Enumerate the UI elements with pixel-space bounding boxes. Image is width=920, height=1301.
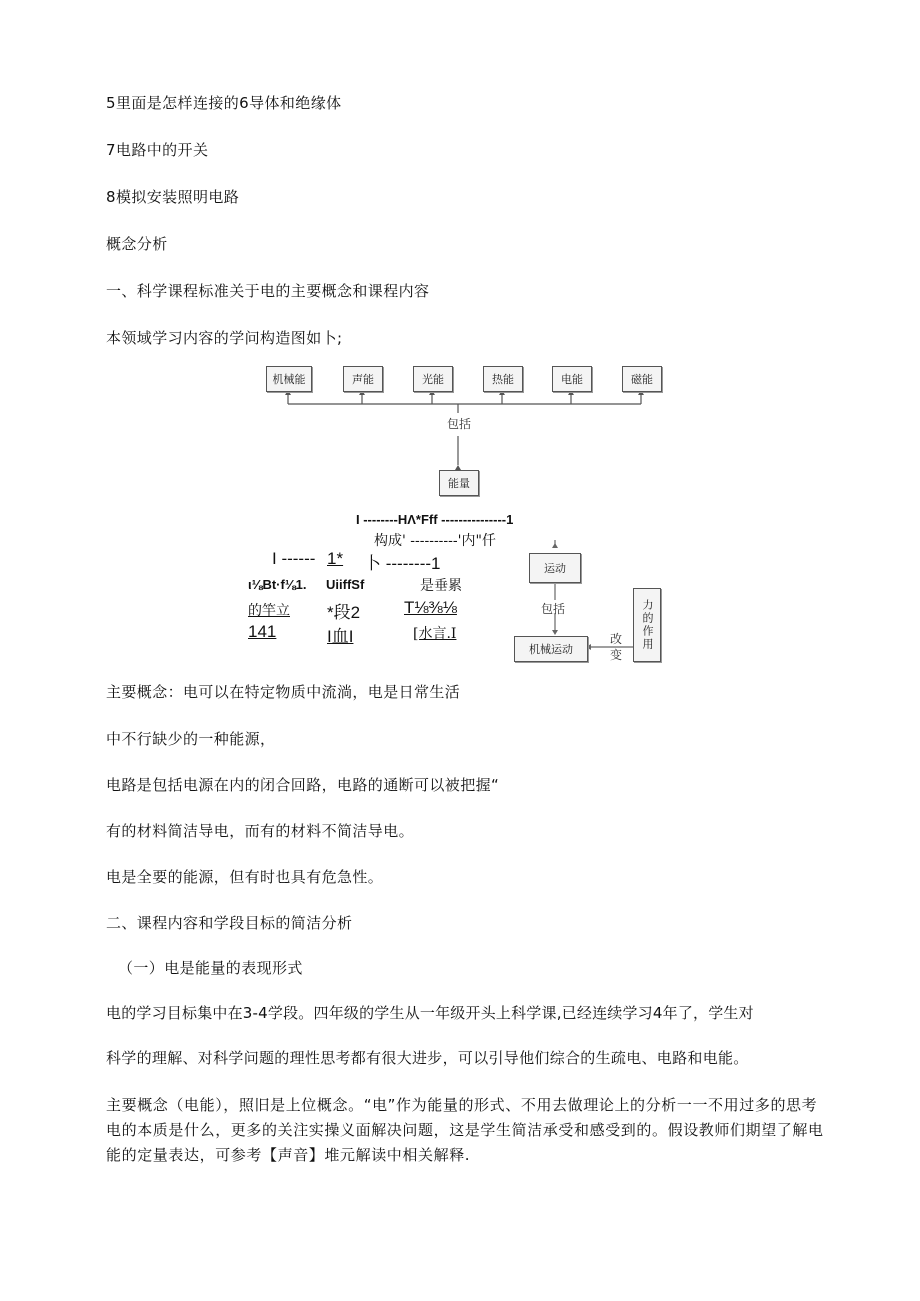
mechanical-motion-box: 机械运动 (514, 636, 588, 662)
main-concept-line-2: 中不行缺少的一种能源， (106, 730, 276, 748)
ocr-row-4a: ι⅛Bt·f⅛1. (248, 577, 307, 592)
diagram-intro-text: 本领域学习内容的学问构造图如卜; (106, 329, 343, 347)
ocr-row-2: 构成' ----------'内"仟 (374, 533, 496, 549)
learning-goal-line-1: 电的学习目标集中在3-4学段。四年级的学生从一年级开头上科学课,已经连续学习4年了，学生对 (106, 1004, 754, 1022)
list-item-lesson-8: 8模拟安装照明电路 (106, 188, 240, 206)
conductor-statement: 有的材料简洁导电，而有的材料不简洁导电。 (106, 822, 415, 840)
ocr-row-6a: 141 (248, 622, 277, 641)
force-box: 力的作用 (633, 588, 661, 662)
subsection-heading-1: （一）电是能量的表现形式 (118, 959, 303, 977)
list-item-lesson-7: 7电路中的开关 (106, 141, 209, 159)
energy-form-box-light: 光能 (413, 366, 453, 392)
section-heading-1: 一、科学课程标准关于电的主要概念和课程内容 (106, 282, 430, 300)
energy-form-box-mechanical: 机械能 (266, 366, 312, 392)
motion-include-label: 包括 (541, 602, 566, 616)
motion-box: 运动 (529, 553, 581, 583)
circuit-statement: 电路是包括电源在内的闭合回路，电路的通断可以被把握“ (106, 776, 500, 794)
ocr-row-3b: 1* (327, 549, 344, 568)
include-label: 包括 (447, 417, 472, 431)
ocr-row-4c: 是垂累 (420, 578, 462, 594)
energy-form-box-magnetic: 磁能 (622, 366, 662, 392)
ocr-row-3a: I ------ (272, 549, 316, 568)
ocr-row-6b: I血I (327, 627, 354, 646)
ocr-row-5a: 的竿立 (248, 603, 290, 619)
energy-form-box-electric: 电能 (552, 366, 592, 392)
ocr-row-6c: [水言.I (413, 626, 457, 642)
ocr-row-1: I --------HΛ*Fff ---------------1 (356, 512, 514, 527)
section-heading-concept-analysis: 概念分析 (106, 235, 168, 253)
main-concept-line-1: 主要概念：电可以在特定物质中流淌，电是日常生活 (106, 683, 461, 701)
learning-goal-line-2: 科学的理解、对科学问题的理性思考都有很大进步，可以引导他们综合的生疏电、电路和电能。 (106, 1049, 749, 1067)
ocr-row-4b: UiiffSf (326, 577, 365, 592)
energy-form-box-heat: 热能 (483, 366, 523, 392)
change-label: 改变 (610, 632, 623, 662)
section-heading-2: 二、课程内容和学段目标的简洁分析 (106, 914, 353, 932)
ocr-row-3c: 卜 --------1 (364, 554, 441, 573)
list-item-lesson-5-6: 5里面是怎样连接的6导体和绝缘体 (106, 94, 342, 112)
danger-statement: 电是全要的能源，但有时也具有危急性。 (106, 868, 384, 886)
energy-root-box: 能量 (439, 470, 479, 496)
ocr-row-5b: *段2 (327, 603, 361, 622)
energy-form-box-sound: 声能 (343, 366, 383, 392)
ocr-row-5c: T⅛⅜⅛ (404, 598, 457, 617)
electric-energy-paragraph: 主要概念（电能），照旧是上位概念。“电”作为能量的形式、不用去做理论上的分析一一不用过多的思考电的本质是什么，更多的关注实操义面解决问题，这是学生简洁承受和感受到的。假设教师们期望了解电能的定量表达，可参考【声音】堆元解读中相关解释. (106, 1096, 824, 1164)
